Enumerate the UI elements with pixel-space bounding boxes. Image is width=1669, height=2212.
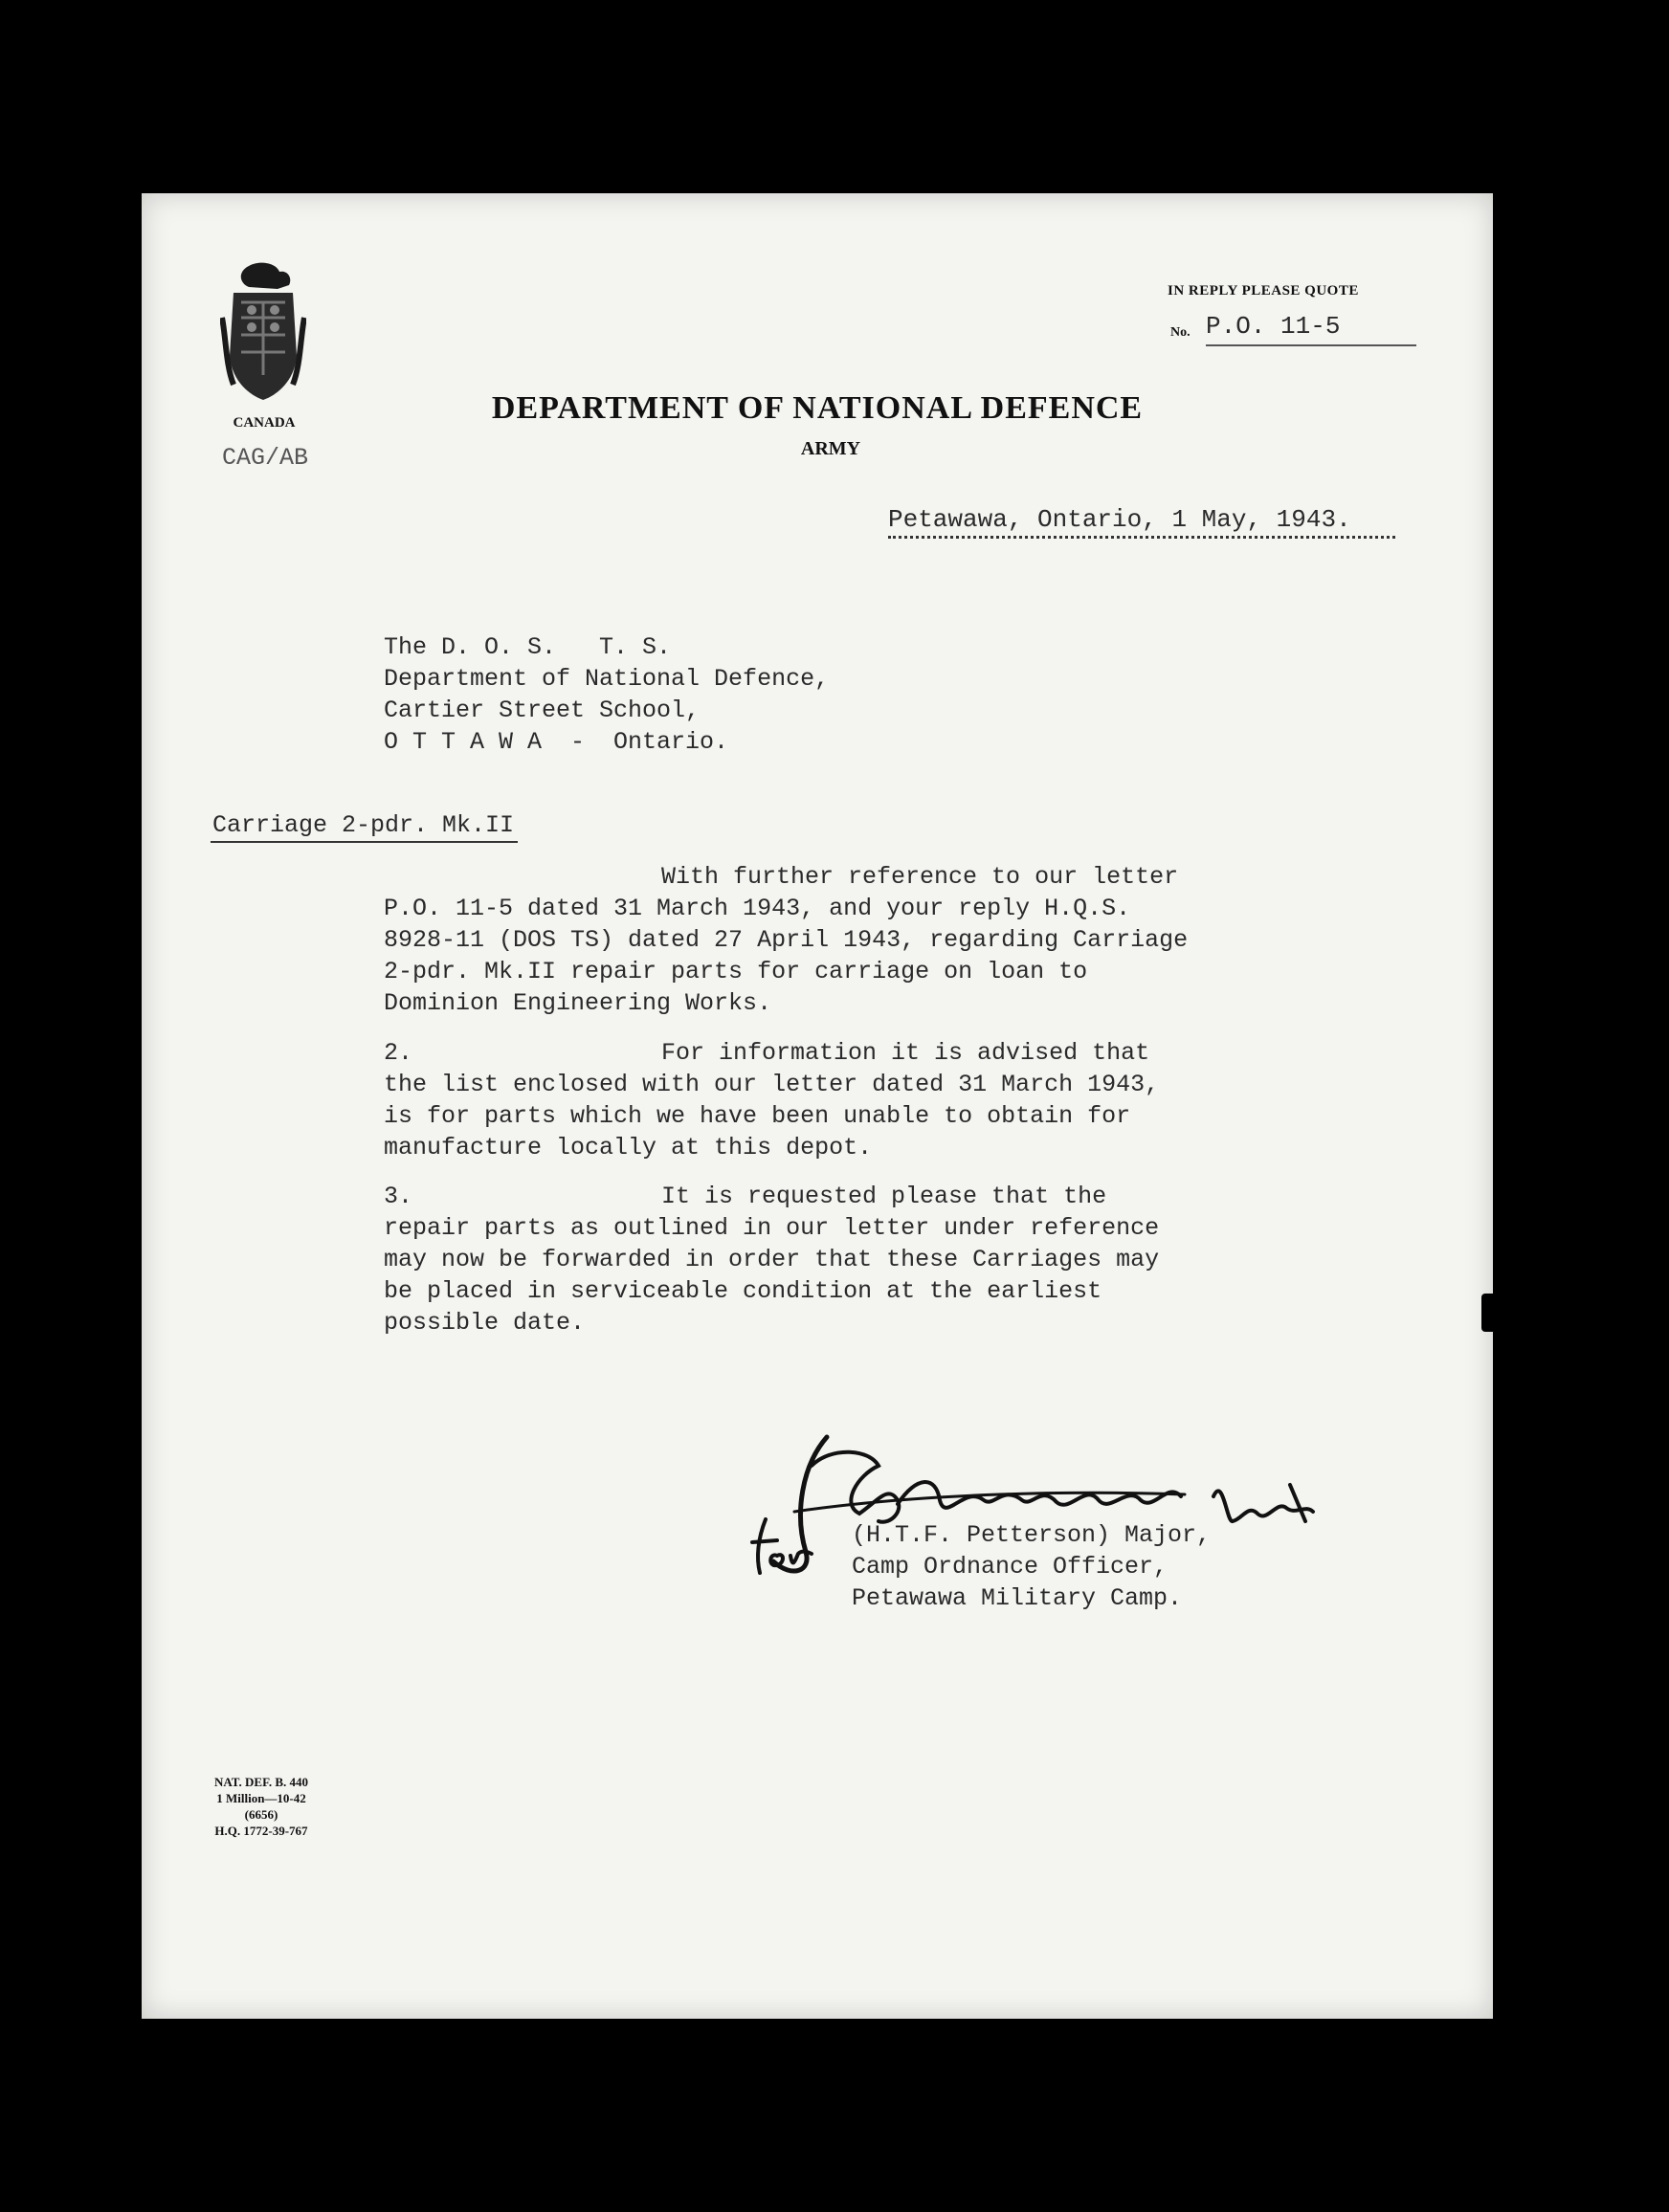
paragraph-text: be placed in serviceable condition at the earliest [384, 1277, 1102, 1305]
paragraph-text: It is requested please that the [661, 1183, 1107, 1210]
canada-coat-of-arms-icon [220, 260, 306, 404]
paragraph-text: may now be forwarded in order that these Carriages may [384, 1246, 1160, 1273]
paragraph-text: P.O. 11-5 dated 31 March 1943, and your reply H.Q.S. [384, 895, 1131, 922]
reply-number-label: No. [1170, 325, 1191, 340]
subject-line: Carriage 2-pdr. Mk.II [211, 811, 518, 843]
signature-block [852, 1519, 1211, 1614]
paragraph-2 [384, 1037, 1341, 1163]
branch-heading: ARMY [800, 438, 861, 459]
signatory-line: Camp Ordnance Officer, [852, 1553, 1168, 1581]
dateline: Petawawa, Ontario, 1 May, 1943. [888, 505, 1395, 539]
letter-page [142, 193, 1493, 2019]
file-reference-code: CAG/AB [222, 444, 309, 472]
paragraph-text: repair parts as outlined in our letter under reference [384, 1214, 1160, 1242]
paragraph-text: possible date. [384, 1309, 586, 1337]
print-run: 1 Million—10-42 (6656) [216, 1791, 306, 1822]
paragraph-text: 2-pdr. Mk.II repair parts for carriage on loan to [384, 958, 1088, 985]
punch-hole [1481, 1294, 1495, 1332]
form-footer [199, 1774, 323, 1839]
recipient-address [384, 631, 829, 758]
paragraph-number: 2. [384, 1039, 413, 1067]
for-handwritten-mark [748, 1514, 815, 1581]
paragraph-text: manufacture locally at this depot. [384, 1134, 873, 1161]
signatory-line: (H.T.F. Petterson) Major, [852, 1521, 1212, 1549]
signatory-line: Petawawa Military Camp. [852, 1584, 1183, 1612]
address-line: The D. O. S. T. S. [384, 633, 672, 661]
canada-label: CANADA [233, 415, 296, 431]
paragraph-text: For information it is advised that [661, 1039, 1150, 1067]
paragraph-text: Dominion Engineering Works. [384, 989, 772, 1017]
address-line: Department of National Defence, [384, 665, 830, 693]
paragraph-1 [384, 861, 1341, 1019]
department-heading: DEPARTMENT OF NATIONAL DEFENCE [491, 390, 1144, 426]
reply-reference-number: P.O. 11-5 [1206, 312, 1416, 346]
paragraph-text: is for parts which we have been unable to obtain for [384, 1102, 1131, 1130]
hq-reference: H.Q. 1772-39-767 [214, 1824, 308, 1838]
form-number: NAT. DEF. B. 440 [214, 1775, 308, 1789]
address-line: O T T A W A - Ontario. [384, 728, 729, 756]
reply-quote-label: IN REPLY PLEASE QUOTE [1168, 283, 1359, 299]
address-line: Cartier Street School, [384, 697, 701, 724]
paragraph-text: the list enclosed with our letter dated 31 March 1943, [384, 1071, 1160, 1098]
paragraph-text: With further reference to our letter [661, 863, 1179, 891]
paragraph-3 [384, 1181, 1341, 1338]
paragraph-text: 8928-11 (DOS TS) dated 27 April 1943, regarding Carriage [384, 926, 1189, 954]
paragraph-number: 3. [384, 1183, 413, 1210]
